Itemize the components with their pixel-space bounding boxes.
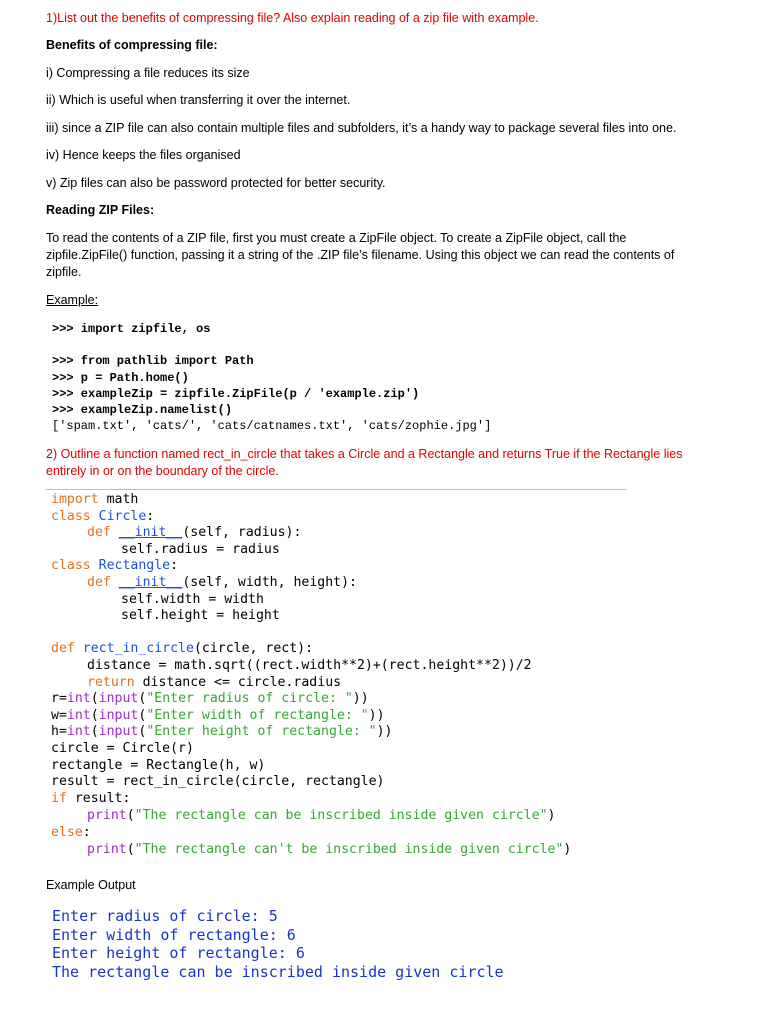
code-line: rectangle = Rectangle(h, w) — [51, 758, 266, 773]
example-code-line: >>> p = Path.home() — [52, 371, 189, 385]
benefit-item: i) Compressing a file reduces its size — [46, 66, 250, 80]
code-line: w=int(input("Enter width of rectangle: ")) — [51, 708, 385, 723]
example-code-line: >>> from pathlib import Path — [52, 354, 254, 368]
code-line: def __init__(self, radius): — [87, 525, 302, 540]
code-line: self.width = width — [121, 592, 264, 607]
example-code-output: ['spam.txt', 'cats/', 'cats/catnames.txt', 'cats/zophie.jpg'] — [52, 419, 492, 433]
code-line: distance = math.sqrt((rect.width**2)+(rect.height**2))/2 — [87, 658, 532, 673]
example-label: Example: — [46, 293, 99, 307]
output-line: The rectangle can be inscribed inside given circle — [52, 963, 504, 981]
code-line: result = rect_in_circle(circle, rectangle) — [51, 774, 385, 789]
code-line: class Rectangle: — [51, 558, 179, 573]
reading-paragraph-line: zipfile. — [46, 265, 82, 279]
code-line: def rect_in_circle(circle, rect): — [51, 641, 314, 656]
code-line: return distance <= circle.radius — [87, 675, 342, 690]
benefit-item: v) Zip files can also be password protected for better security. — [46, 176, 386, 190]
output-line: Enter width of rectangle: 6 — [52, 926, 296, 944]
reading-heading: Reading ZIP Files: — [46, 203, 155, 217]
code-line: h=int(input("Enter height of rectangle: ")) — [51, 724, 393, 739]
code-line: self.height = height — [121, 608, 280, 623]
output-label: Example Output — [46, 878, 136, 892]
question-2-line: entirely in or on the boundary of the circle. — [46, 464, 279, 478]
question-2-line: 2) Outline a function named rect_in_circle that takes a Circle and a Rectangle and returns True if the Rectangle lies — [46, 447, 683, 461]
benefit-item: iii) since a ZIP file can also contain multiple files and subfolders, it’s a handy way to package several files into one. — [46, 121, 677, 135]
code-line: self.radius = radius — [121, 542, 280, 557]
code-line: print("The rectangle can be inscribed inside given circle") — [87, 808, 556, 823]
code-line: def __init__(self, width, height): — [87, 575, 357, 590]
code-line: import math — [51, 492, 139, 507]
code-line: else: — [51, 825, 91, 840]
example-code-line: >>> exampleZip = zipfile.ZipFile(p / 'example.zip') — [52, 387, 420, 401]
reading-paragraph-line: To read the contents of a ZIP file, first you must create a ZipFile object. To create a ZipFile object, call the — [46, 231, 627, 245]
example-code-line: >>> exampleZip.namelist() — [52, 403, 233, 417]
divider — [46, 489, 626, 490]
code-line: class Circle: — [51, 509, 155, 524]
reading-paragraph-line: zipfile.ZipFile() function, passing it a string of the .ZIP file’s filename. Using this object we can read the contents of — [46, 248, 675, 262]
output-line: Enter height of rectangle: 6 — [52, 944, 305, 962]
question-1: 1)List out the benefits of compressing file? Also explain reading of a zip file with example. — [46, 11, 539, 25]
code-line: if result: — [51, 791, 131, 806]
benefit-item: ii) Which is useful when transferring it over the internet. — [46, 93, 351, 107]
benefit-item: iv) Hence keeps the files organised — [46, 148, 241, 162]
code-line: circle = Circle(r) — [51, 741, 194, 756]
output-line: Enter radius of circle: 5 — [52, 907, 278, 925]
benefits-heading: Benefits of compressing file: — [46, 38, 218, 52]
example-code-line: >>> import zipfile, os — [52, 322, 211, 336]
code-line: print("The rectangle can't be inscribed inside given circle") — [87, 842, 572, 857]
code-line: r=int(input("Enter radius of circle: ")) — [51, 691, 369, 706]
